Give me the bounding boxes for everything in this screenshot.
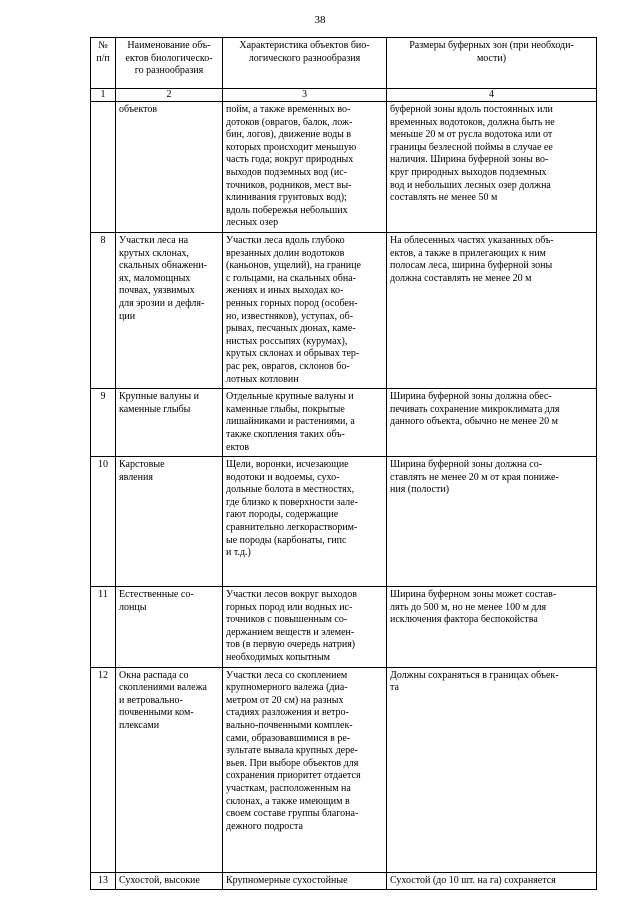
row-name: Крупные валуны и каменные глыбы <box>116 389 223 457</box>
column-number: 4 <box>387 89 597 102</box>
row-name: Сухостой, высокие <box>116 872 223 890</box>
table-row <box>91 667 597 872</box>
row-buffer: Ширина буферной зоны должна обес- печивать сохранение микроклимата для данного объекта, обычно не менее 20 м <box>387 389 597 457</box>
row-name: объектов <box>116 102 223 233</box>
table-row <box>91 233 597 389</box>
row-num: 11 <box>91 587 116 668</box>
column-number-row <box>91 89 597 102</box>
row-buffer: буферной зоны вдоль постоянных или временных водотоков, должна быть не меньше 20 м от русла водотока или от границы безлесной поймы в случае ее наличия. Ширина буферной зоны во- круг природных выходов подземных вод и небольших лесных озер должна составлять не менее 50 м <box>387 102 597 233</box>
column-number: 2 <box>116 89 223 102</box>
row-num: 10 <box>91 457 116 587</box>
row-buffer: Ширина буферной зоны должна со- ставлять не менее 20 м от края пониже- ния (полости) <box>387 457 597 587</box>
row-buffer: Ширина буферном зоны может состав- лять до 500 м, но не менее 100 м для исключения фактора беспокойства <box>387 587 597 668</box>
row-characteristics: Участки леса вдоль глубоко врезанных долин водотоков (каньонов, ущелий), на границе с гольцами, на скальных обна- жениях и иных выходах ко- ренных горных пород (особен- но, известняков), уступах, об- рывах, песчаных дюнах, каме- нистых россыпях (курумах), крутых склонах и обрывах тер- рас рек, оврагов, склонов бо- лотных котловин <box>223 233 387 389</box>
row-name: Окна распада со скоплениями валежа и ветровально- почвенными ком- плексами <box>116 667 223 872</box>
biodiversity-table <box>90 37 597 890</box>
row-name: Естественные со- лонцы <box>116 587 223 668</box>
row-characteristics: пойм, а также временных во- дотоков (оврагов, балок, лож- бин, логов), движение воды в которых происходит меньшую часть года; вокруг природных выходов подземных вод (ис- точников, родников, мест вы- клинивания грунтовых вод); вдоль побережья небольших лесных озер <box>223 102 387 233</box>
header-name: Наименование объ- ектов биологическо- го разнообразия <box>116 38 223 89</box>
row-name: Участки леса на крутых склонах, скальных обнажени- ях, маломощных почвах, уязвимых для эрозии и дефля- ции <box>116 233 223 389</box>
column-number: 3 <box>223 89 387 102</box>
row-characteristics: Отдельные крупные валуны и каменные глыбы, покрытые лишайниками и растениями, а также скопления таких объ- ектов <box>223 389 387 457</box>
header-num: № п/п <box>91 38 116 89</box>
row-num: 13 <box>91 872 116 890</box>
row-num: 8 <box>91 233 116 389</box>
row-characteristics: Щели, воронки, исчезающие водотоки и водоемы, сухо- дольные болота в местностях, где близко к поверхности зале- гают породы, содержащие сравнительно легкорастворим- ые породы (карбонаты, гипс и т.д.) <box>223 457 387 587</box>
header-buffer: Размеры буферных зон (при необходи- мости) <box>387 38 597 89</box>
table-row <box>91 457 597 587</box>
row-characteristics: Крупномерные сухостойные <box>223 872 387 890</box>
row-num: 9 <box>91 389 116 457</box>
column-number: 1 <box>91 89 116 102</box>
table-row <box>91 872 597 890</box>
page-number: 38 <box>314 14 326 26</box>
table-row <box>91 102 597 233</box>
table-row <box>91 389 597 457</box>
row-characteristics: Участки лесов вокруг выходов горных пород или водных ис- точников с повышенным со- держанием веществ и элемен- тов (в первую очередь натрия) необходимых копытным <box>223 587 387 668</box>
row-num: 12 <box>91 667 116 872</box>
row-buffer: На облесенных частях указанных объ- ектов, а также в прилегающих к ним полосам леса, ширина буферной зоны должна составлять не менее 20 м <box>387 233 597 389</box>
row-name: Карстовые явления <box>116 457 223 587</box>
header-characteristics: Характеристика объектов био- логического разнообразия <box>223 38 387 89</box>
row-characteristics: Участки леса со скоплением крупномерного валежа (диа- метром от 20 см) на разных стадиях разложения и ветро- вально-почвенными комплек- сами, образовавшимися в ре- зультате вывала крупных дере- вьев. При выборе объектов для сохранения приоритет отдается участкам, расположенным на склонах, а также имеющим в своем составе группы благона- дежного подроста <box>223 667 387 872</box>
table-header-row <box>91 38 597 89</box>
table-row <box>91 587 597 668</box>
row-buffer: Сухостой (до 10 шт. на га) сохраняется <box>387 872 597 890</box>
row-buffer: Должны сохраняться в границах объек- та <box>387 667 597 872</box>
row-num <box>91 102 116 233</box>
